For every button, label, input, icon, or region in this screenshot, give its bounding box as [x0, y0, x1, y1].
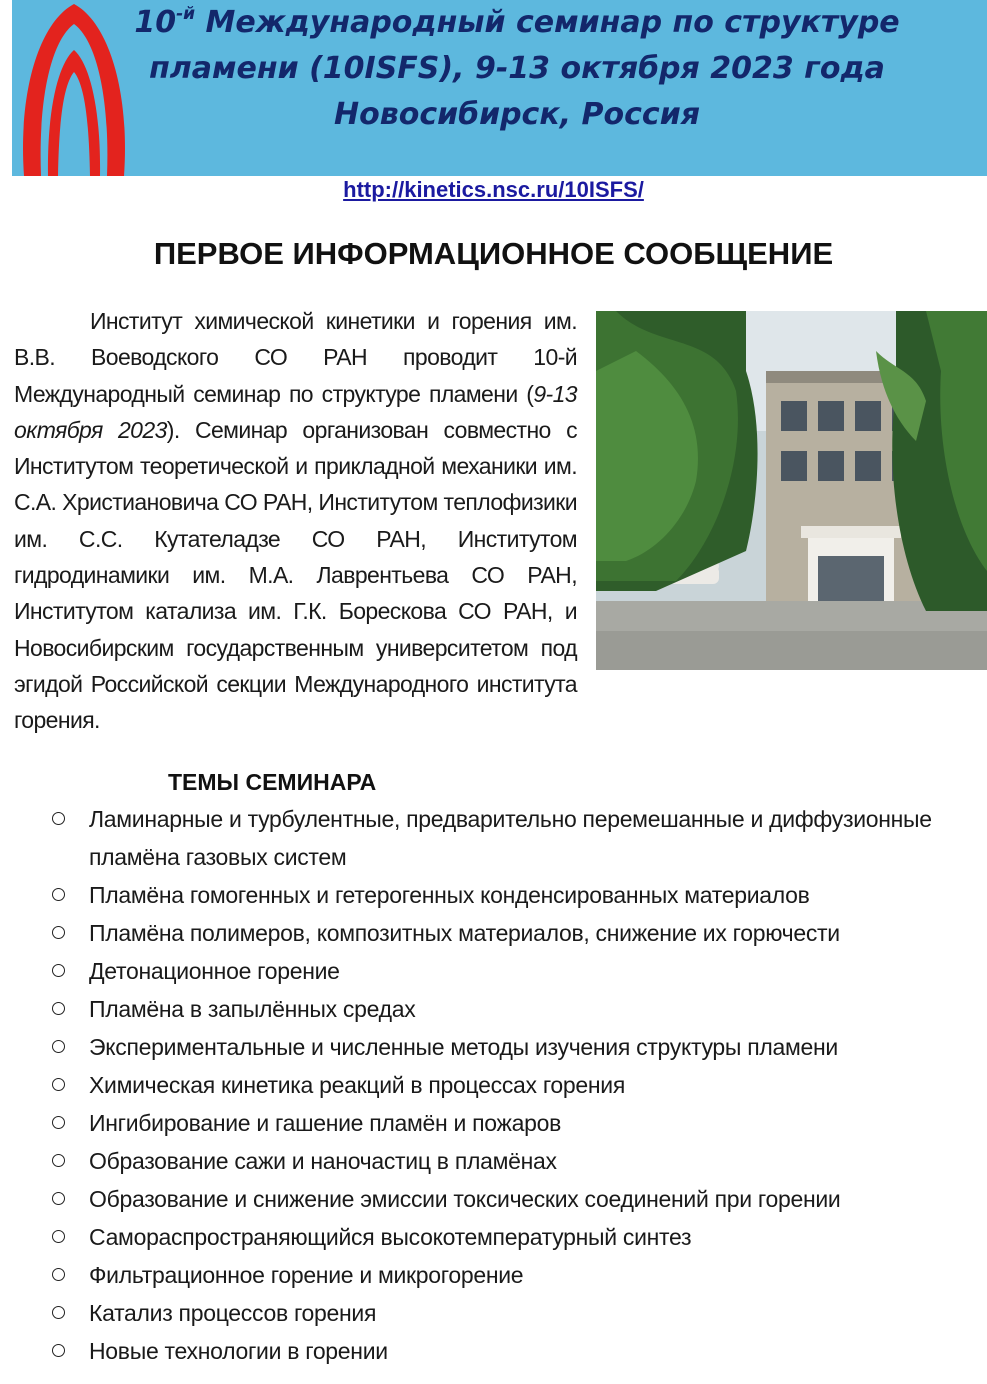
list-item: Самораспространяющийся высокотемпературный синтез — [0, 1218, 987, 1256]
list-item: Образование и снижение эмиссии токсических соединений при горении — [0, 1180, 987, 1218]
list-item: Экспериментальные и численные методы изучения структуры пламени — [0, 1028, 987, 1066]
list-item: Химическая кинетика реакций в процессах горения — [0, 1066, 987, 1104]
list-item: Катализ процессов горения — [0, 1294, 987, 1332]
list-item: Детонационное горение — [0, 952, 987, 990]
list-item: Пламёна гомогенных и гетерогенных конденсированных материалов — [0, 876, 987, 914]
event-dates: 9-13 октября 2023 — [14, 380, 577, 443]
list-item: Ламинарные и турбулентные, предварительно перемешанные и диффузионные пламёна газовых систем — [0, 800, 987, 876]
list-item: Пламёна полимеров, композитных материалов, снижение их горючести — [0, 914, 987, 952]
circle-bullet-icon — [52, 1078, 65, 1091]
arch-logo — [12, 0, 132, 176]
circle-bullet-icon — [52, 888, 65, 901]
list-item: Пламёна в запылённых средах — [0, 990, 987, 1028]
circle-bullet-icon — [52, 1040, 65, 1053]
circle-bullet-icon — [52, 1192, 65, 1205]
list-item: Образование сажи и наночастиц в пламёнах — [0, 1142, 987, 1180]
header-banner — [12, 0, 987, 176]
circle-bullet-icon — [52, 812, 65, 825]
circle-bullet-icon — [52, 1344, 65, 1357]
circle-bullet-icon — [52, 1268, 65, 1281]
topics-heading: ТЕМЫ СЕМИНАРА — [168, 769, 377, 795]
banner-title: $10^{-й}$ Международный семинар по структуре пламени (10ISFS), 9-13 октября 2023 года Новосибирск, Россия — [134, 4, 900, 132]
list-item: Фильтрационное горение и микрогорение — [0, 1256, 987, 1294]
circle-bullet-icon — [52, 1002, 65, 1015]
circle-bullet-icon — [52, 1116, 65, 1129]
list-item: Новые технологии в горении — [0, 1332, 987, 1370]
circle-bullet-icon — [52, 1230, 65, 1243]
website-link[interactable]: http://kinetics.nsc.ru/10ISFS/ — [343, 177, 644, 202]
topics-list — [0, 800, 987, 1370]
institute-building-photo — [596, 311, 987, 670]
circle-bullet-icon — [52, 1154, 65, 1167]
list-item: Ингибирование и гашение пламён и пожаров — [0, 1104, 987, 1142]
intro-paragraph: Институт химической кинетики и горения им. В.В. Воеводского СО РАН проводит 10-й Международный семинар по структуре пламени (9-13 октября 2023). Семинар организован совместно с Институтом теоретической и прикладной механики им. С.А. Христиановича СО РАН, Институтом теплофизики им. С.С. Кутателадзе СО РАН, Институтом гидродинамики им. М.А. Лаврентьева СО РАН, Институтом катализа им. Г.К. Борескова СО РАН, и Новосибирским государственным университетом под эгидой Российской секции Международного института горения. — [14, 308, 577, 734]
circle-bullet-icon — [52, 1306, 65, 1319]
page-title: ПЕРВОЕ ИНФОРМАЦИОННОЕ СООБЩЕНИЕ — [153, 236, 834, 271]
circle-bullet-icon — [52, 926, 65, 939]
circle-bullet-icon — [52, 964, 65, 977]
